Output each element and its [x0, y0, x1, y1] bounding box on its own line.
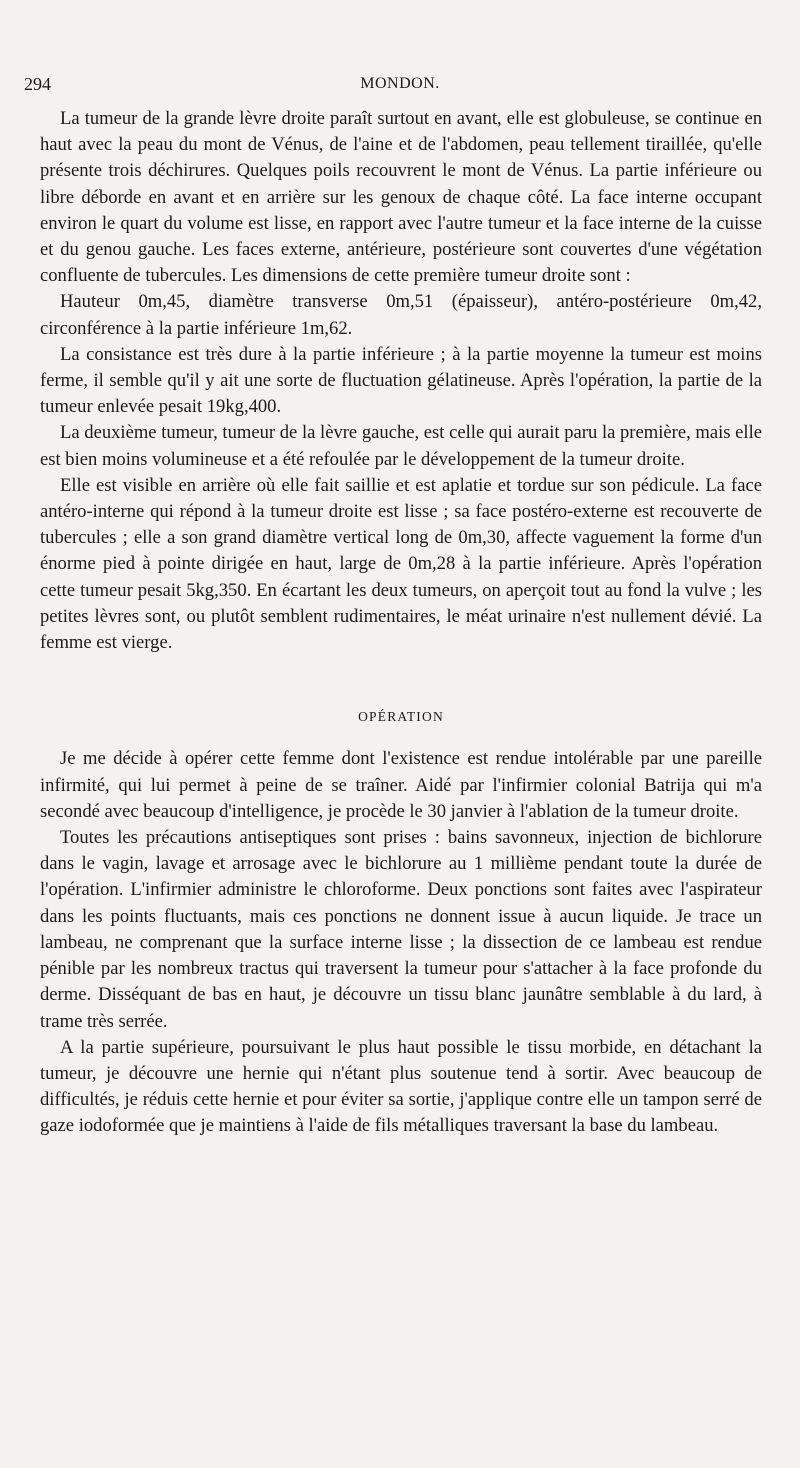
- paragraph: Je me décide à opérer cette femme dont l'existence est rendue intolérable par une pareille infirmité, qui lui permet à peine de se traîner. Aidé par l'infirmier colonial Batrija qui m'a secondé avec beaucoup d'intelligence, je procède le 30 janvier à l'ablation de la tumeur droite.: [40, 748, 762, 822]
- running-head: MONDON.: [360, 75, 440, 92]
- section-title: OPÉRATION: [358, 709, 444, 725]
- page-header: [0, 74, 800, 104]
- paragraph: La tumeur de la grande lèvre droite paraît surtout en avant, elle est globuleuse, se continue en haut avec la peau du mont de Vénus, de l'aine et de l'abdomen, peau tellement tiraillée, qu'elle présente trois déchirures. Quelques poils recouvrent le mont de Vénus. La partie inférieure ou libre déborde en avant et en arrière sur les genoux de chaque côté. La face interne occupant environ le quart du volume est lisse, en rapport avec l'autre tumeur et la face interne de la cuisse et du genou gauche. Les faces externe, antérieure, postérieure sont couvertes d'une végétation confluente de tubercules. Les dimensions de cette première tumeur droite sont :: [40, 108, 762, 287]
- body-text: [40, 106, 762, 1140]
- paragraph: La deuxième tumeur, tumeur de la lèvre gauche, est celle qui aurait paru la première, mais elle est bien moins volumineuse et a été refoulée par le développement de la tumeur droite.: [40, 422, 762, 470]
- paragraph: Elle est visible en arrière où elle fait saillie et est aplatie et tordue sur son pédicule. La face antéro-interne qui répond à la tumeur droite est lisse ; sa face postéro-externe est recouverte de tubercules ; elle a son grand diamètre vertical long de 0m,30, affecte vaguement la forme d'un énorme pied à pointe dirigée en haut, large de 0m,28 à la partie inférieure. Après l'opération cette tumeur pesait 5kg,350. En écartant les deux tumeurs, on aperçoit tout au fond la vulve ; les petites lèvres sont, ou plutôt semblent rudimentaires, le méat urinaire n'est nullement dévié. La femme est vierge.: [40, 474, 762, 654]
- page-number: 294: [24, 74, 51, 94]
- paragraph: A la partie supérieure, poursuivant le plus haut possible le tissu morbide, en détachant la tumeur, je découvre une hernie qui n'étant plus soutenue tend à sortir. Avec beaucoup de difficultés, je réduis cette hernie et pour éviter sa sortie, j'applique contre elle un tampon serré de gaze iodoformée que je maintiens à l'aide de fils métalliques traversant la base du lambeau.: [40, 1036, 762, 1137]
- paragraph: Toutes les précautions antiseptiques sont prises : bains savonneux, injection de bichlorure dans le vagin, lavage et arrosage avec le bichlorure au 1 millième pendant toute la durée de l'opération. L'infirmier administre le chloroforme. Deux ponctions sont faites avec l'aspirateur dans les points fluctuants, mais ces ponctions ne donnent issue à aucun liquide. Je trace un lambeau, ne comprenant que la surface interne lisse ; la dissection de ce lambeau est rendue pénible par les nombreux tractus qui traversent la tumeur pour s'attacher à la face profonde du derme. Disséquant de bas en haut, je découvre un tissu blanc jaunâtre semblable à du lard, à trame très serrée.: [40, 827, 762, 1032]
- paragraph: La consistance est très dure à la partie inférieure ; à la partie moyenne la tumeur est moins ferme, il semble qu'il y ait une sorte de fluctuation gélatineuse. Après l'opération, la partie de la tumeur enlevée pesait 19kg,400.: [40, 343, 762, 418]
- paragraph: Hauteur 0m,45, diamètre transverse 0m,51 (épaisseur), antéro-postérieure 0m,42, circonférence à la partie inférieure 1m,62.: [40, 291, 762, 339]
